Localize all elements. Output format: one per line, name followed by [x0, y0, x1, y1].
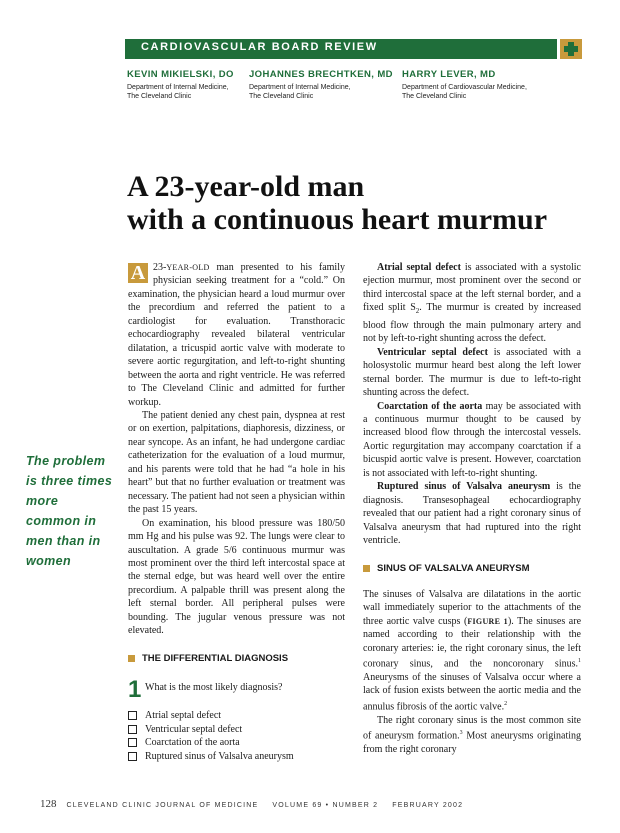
diagnosis-paragraph: Ruptured sinus of Valsalva aneurysm is the diagnosis. Transesophageal echocardiography revealed that our patient had a right coronary sinus of Valsalva aneurysm that had ruptured into the right ventricle.: [363, 481, 581, 547]
answer-option[interactable]: Coarctation of the aorta: [128, 736, 345, 750]
question: [128, 678, 345, 702]
article-title: A 23-year-old man with a continuous heart murmur: [127, 170, 548, 236]
checkbox-icon[interactable]: [128, 738, 137, 747]
drop-cap: A: [128, 263, 148, 283]
column-right: [363, 261, 581, 756]
author-2: [249, 69, 393, 101]
sinus-paragraph: The sinuses of Valsalva are dilatations in the aortic wall immediately superior to the attachments of the three aortic valve cusps (FIGURE 1). The sinuses are named according to their relationship with the coronary arteries: ie, the right coronary sinus, the left coronary sinus, and the noncoronary sinus.$^1$ Aneurysms of the sinuses of Valsalva occur where a lack of fusion exists between the aortic media and the annulus fibrosis of the aortic valve.$^2$: [363, 588, 582, 713]
checkbox-icon[interactable]: [128, 711, 137, 720]
section-heading: THE DIFFERENTIAL DIAGNOSIS: [128, 652, 345, 665]
exam-paragraph: On examination, his blood pressure was 180/50 mm Hg and his pulse was 92. The lungs were clear to auscultation. A grade 5/6 continuous murmur was most prominent over the third left intercostal space at the sternal edge, but was heard well over the entire precordium. A palpable thrill was present along the left sternal border. All peripheral pulses were bounding. The jugular venous pressure was not elevated.: [128, 517, 345, 637]
author-affiliation: Department of Cardiovascular Medicine, The Cleveland Clinic: [402, 84, 527, 100]
author-1: [127, 69, 234, 101]
author-affiliation: Department of Internal Medicine, The Cleveland Clinic: [249, 84, 351, 100]
author-affiliation: Department of Internal Medicine, The Cleveland Clinic: [127, 84, 229, 100]
question-number: 1: [128, 676, 142, 704]
page-number: 128: [40, 798, 57, 810]
square-bullet-icon: [363, 565, 370, 572]
page-footer: [40, 798, 463, 810]
journal-name: CLEVELAND CLINIC JOURNAL OF MEDICINE: [66, 802, 259, 809]
author-3: [402, 69, 527, 101]
asd-paragraph: Atrial septal defect is associated with a systolic ejection murmur, most prominent over the second or third intercostal space at the left sternal border, and a fixed split $S_2$. The murmur is created by increased blood flow through the main pulmonary artery and not by left-to-right shunting across the defect.: [363, 262, 581, 345]
checkbox-icon[interactable]: [128, 725, 137, 734]
pull-quote: The problem is three times more common in men than in women: [26, 454, 113, 568]
intro-paragraph: A 23-YEAR-OLD man presented to his family physician seeking treatment for a “cold.” On examination, the physician heard a loud murmur over the precordium and referred the patient to a cardiologist for evaluation. Transthoracic echocardiography revealed bilateral ventricular dilatation, a tricuspid aortic valve with moderate to severe aortic regurgitation, and left-to-right shunting between the aorta and right ventricle. He was referred to The Cleveland Clinic and admitted for further workup.: [128, 262, 345, 408]
issue-date: FEBRUARY 2002: [392, 802, 464, 809]
answer-option[interactable]: Atrial septal defect: [128, 709, 345, 723]
history-paragraph: The patient denied any chest pain, dyspnea at rest or on exertion, palpitations, diaphoresis, dizziness, or near syncope. As an infant, he had undergone cardiac catheterization for the evaluation of a loud murmur, and his parents were told that he had “a hole in his heart” but that no further evaluation or treatment was necessary. The patient had not seen a physician within the past 15 years.: [128, 409, 345, 516]
question-text: What is the most likely diagnosis?: [145, 682, 283, 694]
square-bullet-icon: [128, 655, 135, 662]
volume-issue: VOLUME 69 • NUMBER 2: [272, 802, 379, 809]
answer-option[interactable]: Ruptured sinus of Valsalva aneurysm: [128, 750, 345, 764]
author-name: HARRY LEVER, MD: [402, 69, 496, 80]
vsd-paragraph: Ventricular septal defect is associated with a holosystolic murmur heard best along the left lower sternal border. The murmur is due to left-to-right shunting across the defect.: [363, 346, 581, 399]
section-heading: SINUS OF VALSALVA ANEURYSM: [363, 562, 581, 575]
cross-logo-icon: [560, 39, 582, 59]
checkbox-icon[interactable]: [128, 752, 137, 761]
figure-ref[interactable]: FIGURE 1: [467, 616, 508, 626]
author-name: KEVIN MIKIELSKI, DO: [127, 69, 234, 80]
section-header-label: CARDIOVASCULAR BOARD REVIEW: [141, 41, 378, 53]
author-name: JOHANNES BRECHTKEN, MD: [249, 69, 393, 80]
answer-option[interactable]: Ventricular septal defect: [128, 723, 345, 737]
column-left: [128, 261, 345, 763]
right-sinus-paragraph: The right coronary sinus is the most common site of aneurysm formation.$^3$ Most aneurysms originating from the right coronary: [363, 714, 582, 755]
coarctation-paragraph: Coarctation of the aorta may be associated with a continuous murmur thought to be caused by increased blood flow through the intercostal vessels. Aortic regurgitation may accompany coarctation if a bicuspid aortic valve is present. However, coarctation is not associated with left-to-right shunting.: [363, 400, 581, 479]
